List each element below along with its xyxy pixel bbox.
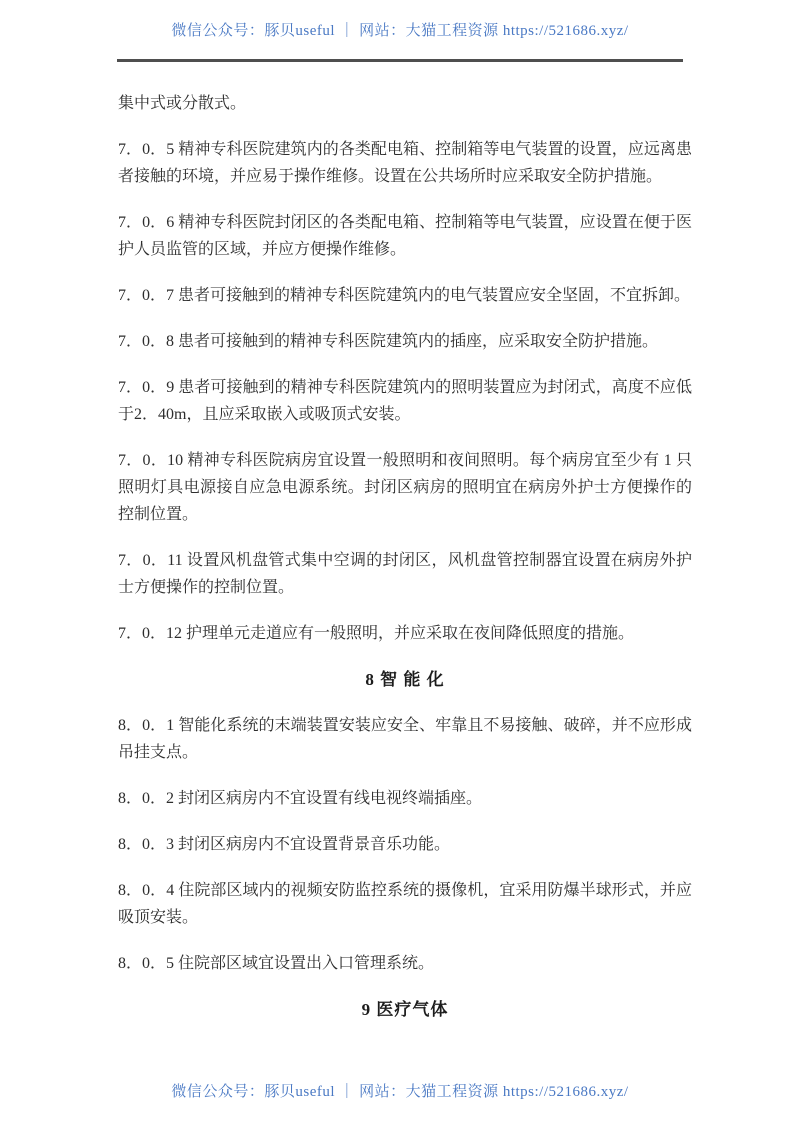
section-heading-9-medical-gas: 9 医疗气体 bbox=[361, 1000, 449, 1019]
document-body bbox=[118, 90, 692, 1042]
clause-paragraph-8-0-5: 8．0．5 住院部区域宜设置出入口管理系统。 bbox=[118, 955, 435, 972]
watermark-footer: 微信公众号：豚贝useful ｜ 网站：大猫工程资源 https://521686.xyz/ bbox=[171, 1084, 629, 1100]
clause-paragraph-7-0-10: 7．0．10 精神专科医院病房宜设置一般照明和夜间照明。每个病房宜至少有 1 只照明灯具电源接自应急电源系统。封闭区病房的照明宜在病房外护士方便操作的控制位置。 bbox=[118, 452, 692, 523]
clause-paragraph-continuation: 集中式或分散式。 bbox=[118, 95, 247, 112]
clause-paragraph-8-0-2: 8．0．2 封闭区病房内不宜设置有线电视终端插座。 bbox=[118, 790, 483, 807]
clause-paragraph-7-0-9: 7．0．9 患者可接触到的精神专科医院建筑内的照明装置应为封闭式，高度不应低于2．40m，且应采取嵌入或吸顶式安装。 bbox=[118, 379, 692, 423]
clause-paragraph-7-0-11: 7．0．11 设置风机盘管式集中空调的封闭区，风机盘管控制器宜设置在病房外护士方便操作的控制位置。 bbox=[118, 552, 692, 596]
watermark-header: 微信公众号：豚贝useful ｜ 网站：大猫工程资源 https://521686.xyz/ bbox=[171, 23, 629, 39]
clause-paragraph-8-0-1: 8．0．1 智能化系统的末端装置安装应安全、牢靠且不易接触、破碎，并不应形成吊挂支点。 bbox=[118, 717, 692, 761]
clause-paragraph-7-0-8: 7．0．8 患者可接触到的精神专科医院建筑内的插座，应采取安全防护措施。 bbox=[118, 333, 659, 350]
header-divider-line bbox=[117, 59, 683, 62]
clause-paragraph-8-0-4: 8．0．4 住院部区域内的视频安防监控系统的摄像机，宜采用防爆半球形式，并应吸顶安装。 bbox=[118, 882, 692, 926]
clause-paragraph-7-0-7: 7．0．7 患者可接触到的精神专科医院建筑内的电气装置应安全坚固，不宜拆卸。 bbox=[118, 287, 691, 304]
clause-paragraph-7-0-6: 7．0．6 精神专科医院封闭区的各类配电箱、控制箱等电气装置，应设置在便于医护人员监管的区域，并应方便操作维修。 bbox=[118, 214, 692, 258]
clause-paragraph-8-0-3: 8．0．3 封闭区病房内不宜设置背景音乐功能。 bbox=[118, 836, 451, 853]
section-heading-8-intelligence: 8 智 能 化 bbox=[365, 670, 445, 689]
clause-paragraph-7-0-12: 7．0．12 护理单元走道应有一般照明，并应采取在夜间降低照度的措施。 bbox=[118, 625, 635, 642]
clause-paragraph-7-0-5: 7．0．5 精神专科医院建筑内的各类配电箱、控制箱等电气装置的设置，应远离患者接触的环境，并应易于操作维修。设置在公共场所时应采取安全防护措施。 bbox=[118, 141, 692, 185]
